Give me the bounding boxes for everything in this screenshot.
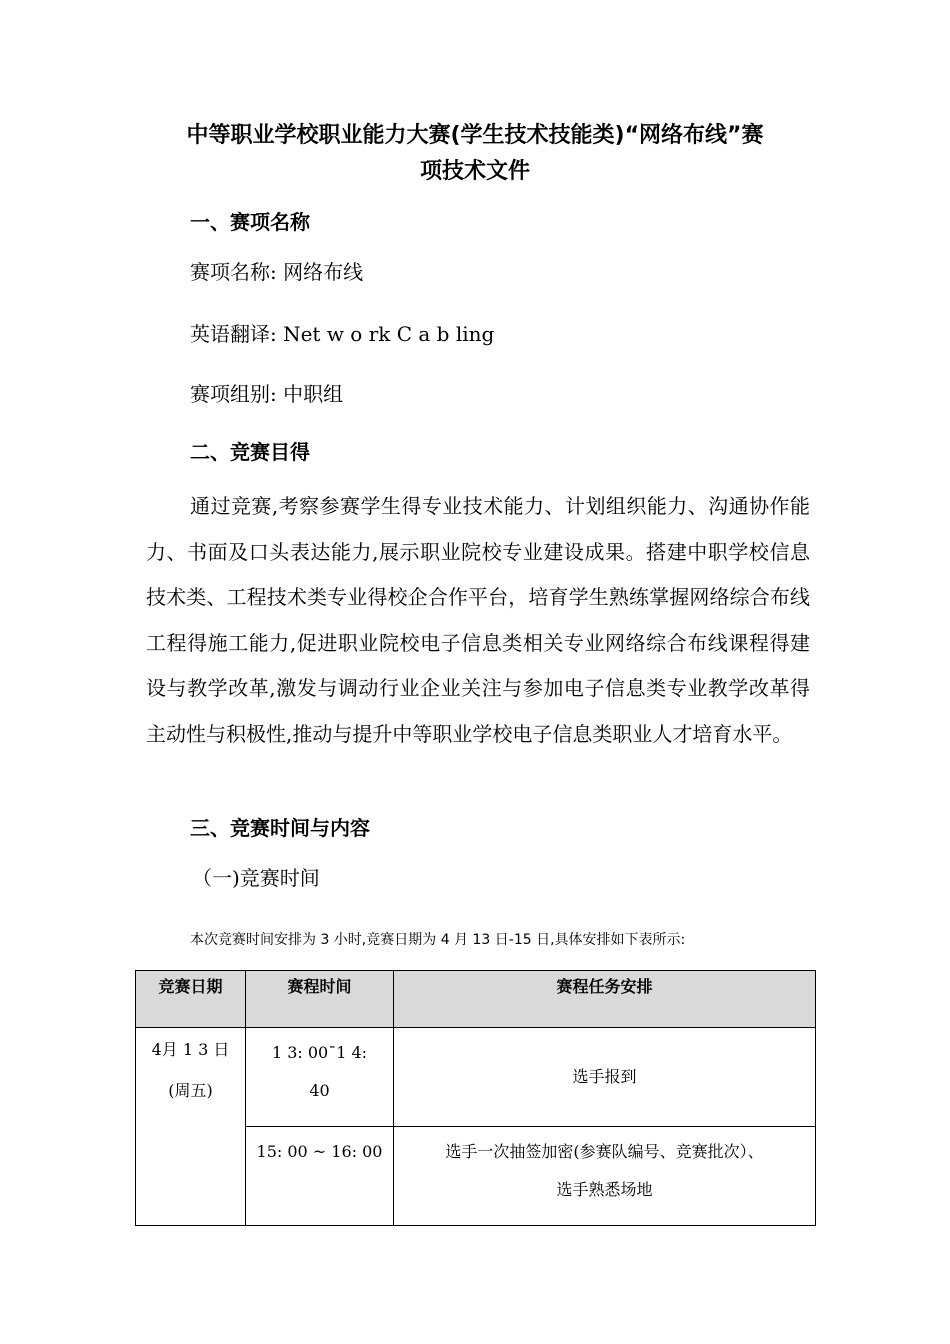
section-1-heading: 一、赛项名称: [190, 210, 310, 234]
date-line-2: (周五): [168, 1081, 213, 1100]
section-2-heading: 二、竞赛目得: [190, 440, 310, 464]
time-line-2: 40: [309, 1081, 330, 1100]
section-3-heading: 三、竞赛时间与内容: [190, 816, 370, 840]
time-line-1: 1 3: 00¯1 4:: [271, 1043, 368, 1062]
schedule-table: [135, 970, 816, 1226]
table-row: [136, 1028, 816, 1127]
time-cell: [246, 1127, 394, 1226]
time-cell: [246, 1028, 394, 1127]
schedule-note: 本次竞赛时间安排为 3 小时,竞赛日期为 4 月 13 日-15 日,具体安排如下表所示:: [190, 932, 686, 948]
competition-time-subheading: （一)竞赛时间: [192, 866, 320, 890]
header-time: 赛程时间: [246, 971, 394, 1028]
date-line-1: 4月 1 3 日: [151, 1040, 230, 1059]
event-group-line: 赛项组别: 中职组: [190, 382, 344, 406]
time-line-1: 15: 00 ~ 16: 00: [256, 1142, 383, 1161]
date-cell: [136, 1028, 246, 1226]
document-title: [120, 118, 830, 190]
task-line-2: 选手熟悉场地: [556, 1180, 653, 1199]
task-cell: [394, 1127, 816, 1226]
task-line-1: 选手一次抽签加密(参赛队编号、竞赛批次）、: [445, 1142, 764, 1161]
title-line-1: 中等职业学校职业能力大赛(学生技术技能类)“网络布线”赛: [186, 123, 764, 148]
task-line-1: 选手报到: [572, 1067, 637, 1086]
header-task: 赛程任务安排: [394, 971, 816, 1028]
header-date: 竞赛日期: [136, 971, 246, 1028]
table-header-row: [136, 971, 816, 1028]
task-cell: [394, 1028, 816, 1127]
event-name-line: 赛项名称: 网络布线: [190, 260, 364, 284]
title-line-2: 项技术文件: [419, 159, 530, 184]
purpose-paragraph: 通过竞赛,考察参赛学生得专业技术能力、计划组织能力、沟通协作能力、书面及口头表达能力,展示职业院校专业建设成果。搭建中职学校信息技术类、工程技术类专业得校企合作平台，培育学生熟练掌握网络综合布线工程得施工能力,促进职业院校电子信息类相关专业网络综合布线课程得建设与教学改革,激发与调动行业企业关注与参加电子信息类专业教学改革得主动性与积极性,推动与提升中等职业学校电子信息类职业人才培育水平。: [146, 494, 810, 746]
english-name-line: 英语翻译: Net w o rk C a b ling: [190, 322, 495, 346]
